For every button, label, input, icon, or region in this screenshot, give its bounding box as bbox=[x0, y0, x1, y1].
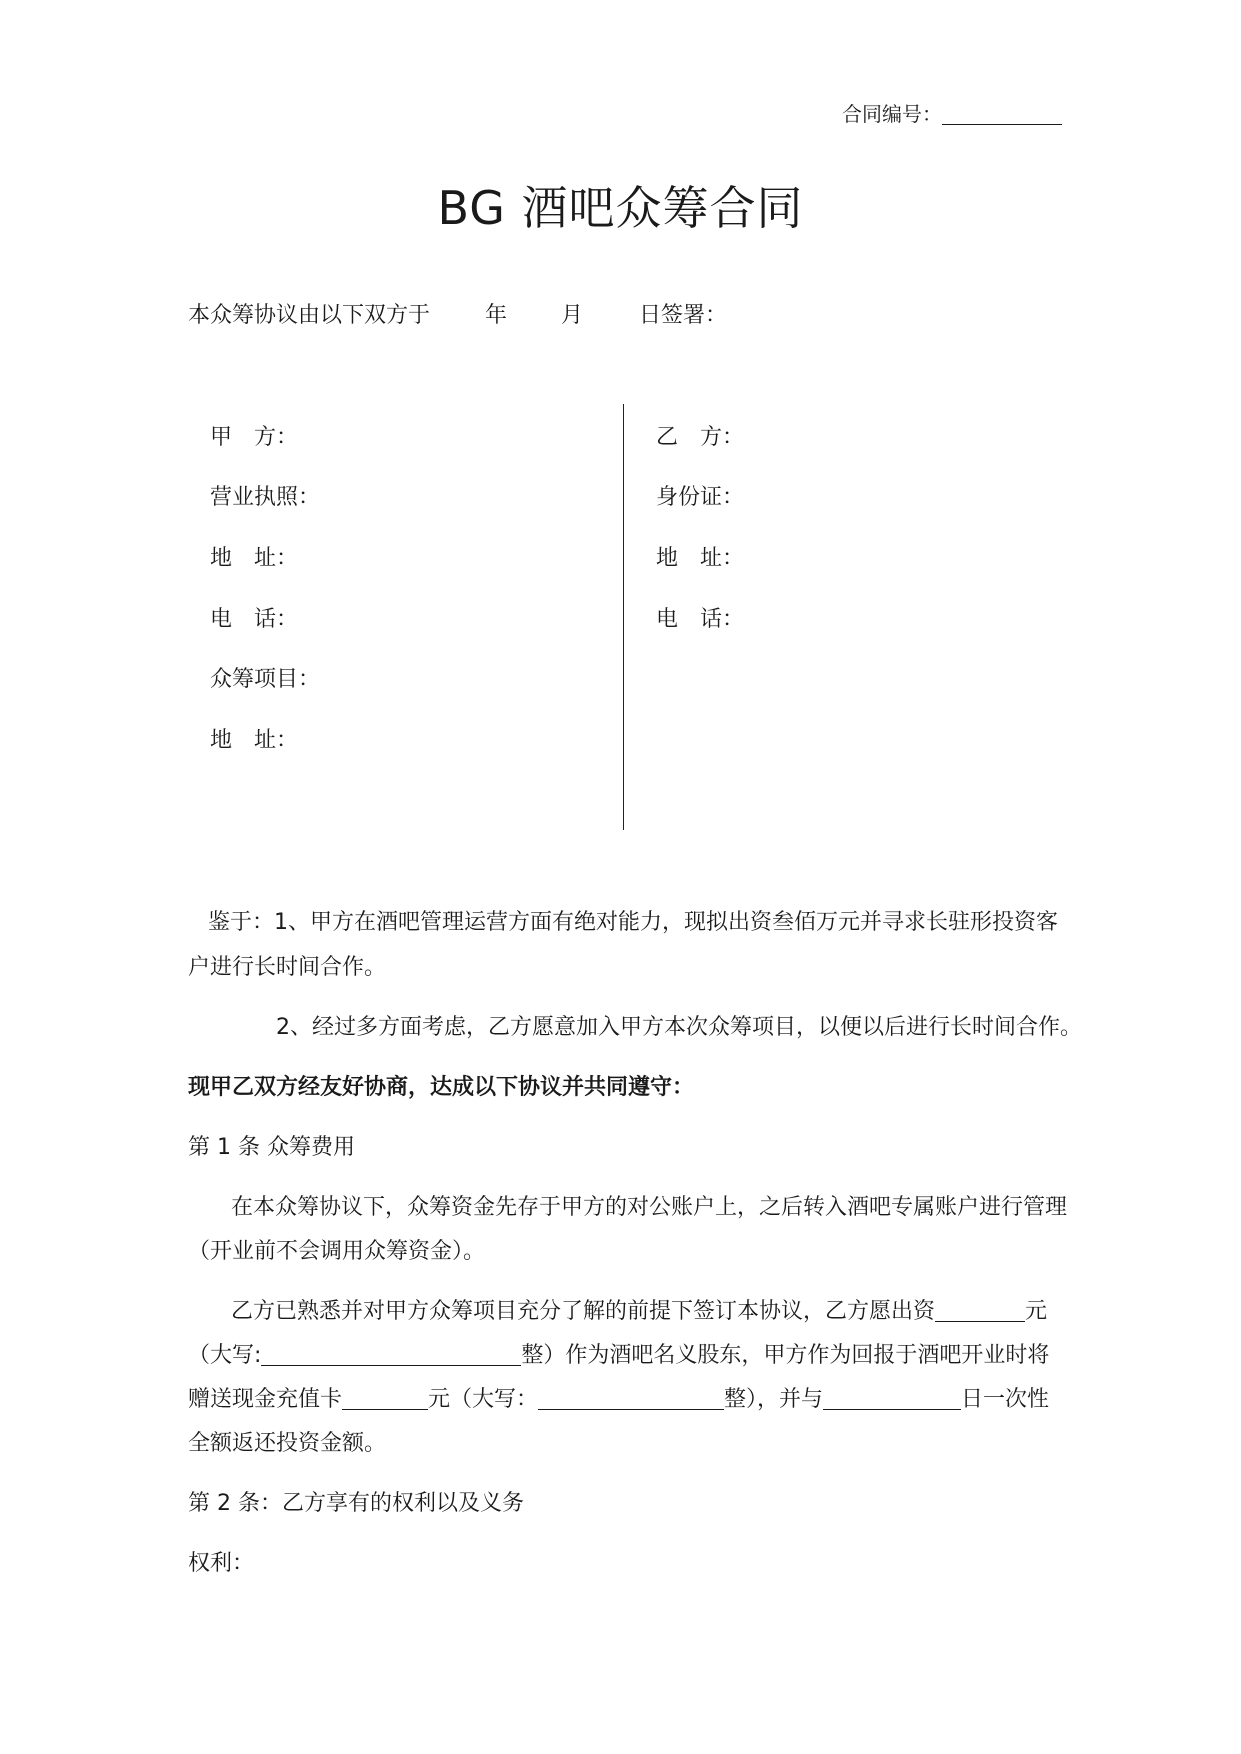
whereas-line-2: 2、经过多方面考虑，乙方愿意加入甲方本次众筹项目，以便以后进行长时间合作。 bbox=[276, 1015, 1082, 1040]
article-1-paragraph-2-line-2 bbox=[188, 1338, 1049, 1369]
card-amount-blank bbox=[342, 1387, 428, 1410]
card-amount-words-blank bbox=[538, 1387, 724, 1410]
whereas-line-1-cont: 户进行长时间合作。 bbox=[188, 955, 387, 980]
article-1-heading: 第 1 条 众筹费用 bbox=[188, 1135, 355, 1160]
party-a-project: 众筹项目： bbox=[210, 667, 321, 692]
investment-amount-words-blank bbox=[261, 1343, 521, 1366]
p2-text-h: 日一次性 bbox=[961, 1387, 1050, 1412]
party-divider bbox=[623, 404, 624, 830]
contract-number-label: 合同编号： bbox=[842, 102, 942, 126]
party-a-project-address: 地 址： bbox=[210, 728, 299, 753]
p2-text-f: 元（大写： bbox=[428, 1387, 539, 1412]
return-date-blank bbox=[823, 1387, 961, 1410]
investment-amount-blank bbox=[935, 1299, 1025, 1322]
intro-line bbox=[188, 298, 430, 329]
p2-text-b: 元 bbox=[1025, 1299, 1048, 1324]
intro-text: 本众筹协议由以下双方于 bbox=[188, 303, 431, 328]
article-1-paragraph-2-line-4: 全额返还投资金额。 bbox=[188, 1431, 387, 1456]
p2-text-a: 乙方已熟悉并对甲方众筹项目充分了解的前提下签订本协议，乙方愿出资 bbox=[231, 1299, 936, 1324]
article-1-paragraph-2-line-3 bbox=[188, 1382, 1049, 1413]
party-a-address: 地 址： bbox=[210, 546, 299, 571]
page-title: BG 酒吧众筹合同 bbox=[437, 181, 804, 235]
p2-text-c: （大写: bbox=[188, 1343, 262, 1368]
party-a-name: 甲 方： bbox=[210, 425, 299, 450]
party-a-phone: 电 话： bbox=[210, 607, 299, 632]
p2-text-g: 整），并与 bbox=[724, 1387, 824, 1412]
whereas-line-1: 鉴于：1、甲方在酒吧管理运营方面有绝对能力，现拟出资叁佰万元并寻求长驻形投资客 bbox=[208, 910, 1058, 935]
party-a-license: 营业执照： bbox=[210, 485, 321, 510]
contract-number bbox=[842, 98, 1062, 127]
article-1-paragraph-1-line-1: 在本众筹协议下，众筹资金先存于甲方的对公账户上，之后转入酒吧专属账户进行管理 bbox=[231, 1195, 1068, 1220]
article-1-paragraph-1-line-2: （开业前不会调用众筹资金）。 bbox=[188, 1239, 486, 1264]
p2-text-d: 整）作为酒吧名义股东，甲方作为回报于酒吧开业时将 bbox=[521, 1343, 1050, 1368]
contract-number-blank bbox=[942, 102, 1062, 125]
p2-text-e: 赠送现金充值卡 bbox=[188, 1387, 343, 1412]
article-2-heading: 第 2 条：乙方享有的权利以及义务 bbox=[188, 1491, 524, 1516]
agreement-heading: 现甲乙双方经友好协商，达成以下协议并共同遵守： bbox=[188, 1075, 695, 1100]
party-b-phone: 电 话： bbox=[656, 607, 745, 632]
party-b-address: 地 址： bbox=[656, 546, 745, 571]
party-b-name: 乙 方： bbox=[656, 425, 745, 450]
intro-month: 月 bbox=[561, 303, 584, 328]
article-2-rights-label: 权利： bbox=[188, 1551, 255, 1576]
intro-year: 年 bbox=[485, 303, 508, 328]
article-1-paragraph-2-line-1 bbox=[231, 1294, 1047, 1325]
party-b-id-card: 身份证： bbox=[656, 485, 745, 510]
intro-day-sign: 日签署： bbox=[639, 303, 728, 328]
